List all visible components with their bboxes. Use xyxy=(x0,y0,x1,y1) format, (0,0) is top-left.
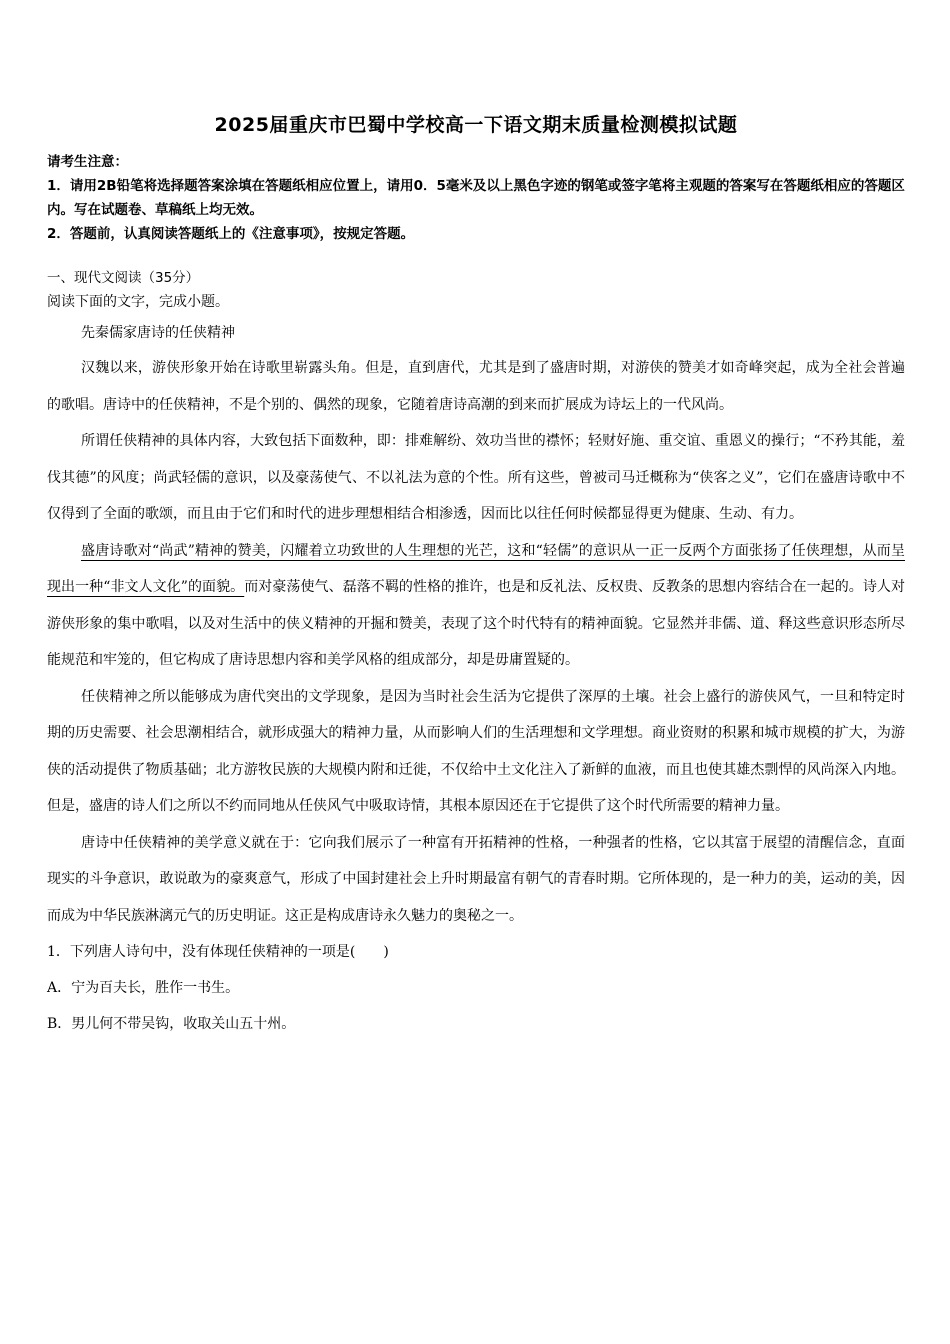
notice-item-2: 2．答题前，认真阅读答题纸上的《注意事项》，按规定答题。 xyxy=(47,226,415,242)
candidate-notice xyxy=(47,150,905,246)
article-paragraph-1: 汉魏以来，游侠形象开始在诗歌里崭露头角。但是，直到唐代，尤其是到了盛唐时期，对游侠的赞美才如奇峰突起，成为全社会普遍的歌唱。唐诗中的任侠精神，不是个别的、偶然的现象，它随着唐诗高潮的到来而扩展成为诗坛上的一代风尚。 xyxy=(47,360,905,413)
exam-title: 2025届重庆市巴蜀中学校高一下语文期末质量检测模拟试题 xyxy=(214,114,738,136)
article-title: 先秦儒家唐诗的任侠精神 xyxy=(81,325,235,341)
question-1-option-a: A．宁为百夫长，胜作一书生。 xyxy=(47,980,240,996)
section-heading: 一、现代文阅读（35分） xyxy=(47,270,200,286)
exam-page xyxy=(47,110,905,1042)
question-1-stem: 1．下列唐人诗句中，没有体现任侠精神的一项是( ) xyxy=(47,944,389,960)
paragraph-3-rest: 而对豪荡使气、磊落不羁的性格的推许，也是和反礼法、反权贵、反教条的思想内容结合在一起的。诗人对游侠形象的集中歌唱，以及对生活中的侠义精神的开掘和赞美，表现了这个时代特有的精神面貌。它显然并非儒、道、释这些意识形态所尽能规范和牢笼的，但它构成了唐诗思想内容和美学风格的组成部分，却是毋庸置疑的。 xyxy=(47,579,905,668)
underlined-sentence: 盛唐诗歌对“尚武”精神的赞美，闪耀着立功致世的人生理想的光芒，这和“轻儒”的意识从一正一反两个方面张扬了任侠理想，从而呈现出一种“非文人文化”的面貌。 xyxy=(47,542,905,595)
article-paragraph-3 xyxy=(47,533,905,679)
article-paragraph-2: 所谓任侠精神的具体内容，大致包括下面数种，即：排难解纷、效功当世的襟怀；轻财好施、重交谊、重恩义的操行；“不矜其能，羞伐其德”的风度；尚武轻儒的意识，以及豪荡使气、不以礼法为意的个性。所有这些，曾被司马迁概称为“侠客之义”，它们在盛唐诗歌中不仅得到了全面的歌颂，而且由于它们和时代的进步理想相结合相渗透，因而比以往任何时候都显得更为健康、生动、有力。 xyxy=(47,433,905,522)
article-paragraph-4: 任侠精神之所以能够成为唐代突出的文学现象，是因为当时社会生活为它提供了深厚的土壤。社会上盛行的游侠风气，一旦和特定时期的历史需要、社会思潮相结合，就形成强大的精神力量，从而影响人们的生活理想和文学理想。商业资财的积累和城市规模的扩大，为游侠的活动提供了物质基础；北方游牧民族的大规模内附和迁徙，不仅给中土文化注入了新鲜的血液，而且也使其雄杰剽悍的风尚深入内地。但是，盛唐的诗人们之所以不约而同地从任侠风气中吸取诗情，其根本原因还在于它提供了这个时代所需要的精神力量。 xyxy=(47,688,905,814)
reading-instruction: 阅读下面的文字，完成小题。 xyxy=(47,294,229,310)
article-paragraph-5: 唐诗中任侠精神的美学意义就在于：它向我们展示了一种富有开拓精神的性格，一种强者的性格，它以其富于展望的清醒信念，直面现实的斗争意识，敢说敢为的豪爽意气，形成了中国封建社会上升时期最富有朝气的青春时期。它所体现的，是一种力的美，运动的美，因而成为中华民族淋漓元气的历史明证。这正是构成唐诗永久魅力的奥秘之一。 xyxy=(47,834,905,924)
question-1-option-b: B．男儿何不带吴钩，收取关山五十州。 xyxy=(47,1016,296,1032)
notice-heading: 请考生注意： xyxy=(47,154,128,170)
notice-item-1: 1．请用2B铅笔将选择题答案涂填在答题纸相应位置上，请用0．5毫米及以上黑色字迹的钢笔或签字笔将主观题的答案写在答题纸相应的答题区内。写在试题卷、草稿纸上均无效。 xyxy=(47,178,905,218)
